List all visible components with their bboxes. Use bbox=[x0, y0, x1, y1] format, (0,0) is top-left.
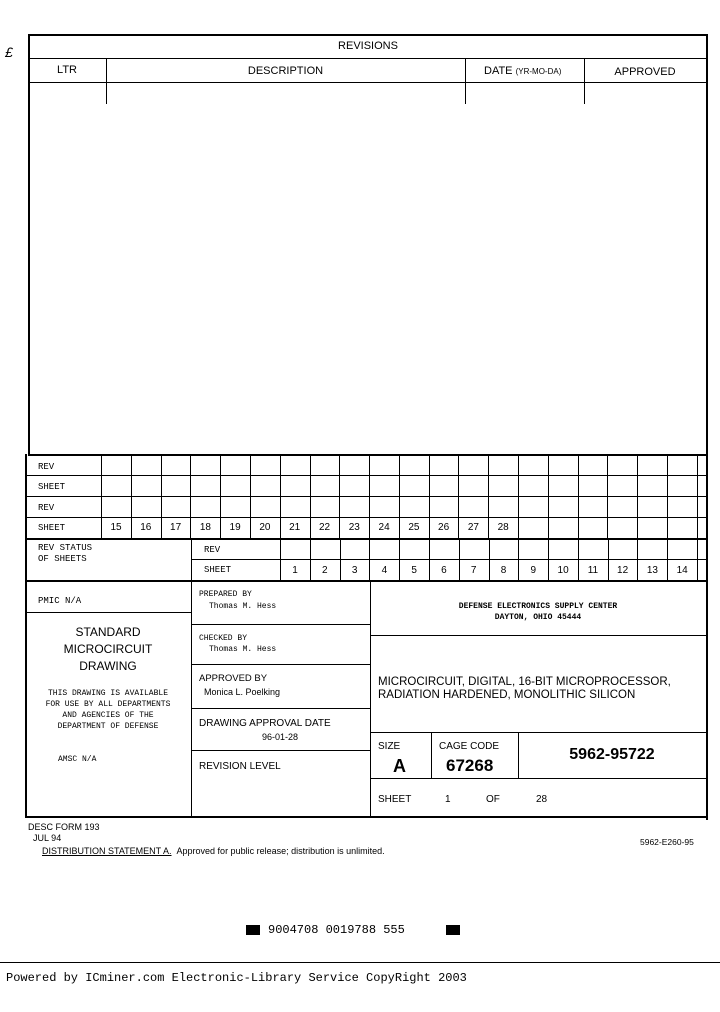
approved-name: Monica L. Poelking bbox=[204, 687, 281, 697]
lower-sheet-number: 8 bbox=[500, 565, 507, 576]
lower-sheet-number: 3 bbox=[351, 565, 358, 576]
rev-status-label: REV STATUS OF SHEETS bbox=[38, 543, 93, 564]
approved-label: APPROVED BY bbox=[199, 673, 268, 684]
revision-level-label: REVISION LEVEL bbox=[199, 761, 281, 772]
cage-label: CAGE CODE bbox=[439, 741, 500, 752]
col-date: DATE (YR-MO-DA) bbox=[484, 65, 562, 77]
pmic: PMIC N/A bbox=[38, 596, 82, 606]
lower-sheet-number: 2 bbox=[322, 565, 328, 576]
lower-sheet-number: 7 bbox=[470, 565, 477, 576]
lower-sheet-number: 14 bbox=[676, 565, 688, 576]
col-ltr: LTR bbox=[57, 64, 77, 76]
amsc: AMSC N/A bbox=[58, 755, 97, 764]
cage-value: 67268 bbox=[446, 756, 494, 775]
col-approved: APPROVED bbox=[614, 66, 676, 78]
approval-date: 96-01-28 bbox=[262, 732, 299, 742]
upper-sheet-number: 22 bbox=[318, 522, 331, 533]
corner-mark: £ bbox=[5, 44, 13, 60]
drawing-title-line1: MICROCIRCUIT, DIGITAL, 16-BIT MICROPROCESSOR, bbox=[378, 676, 671, 688]
upper-sheet-number: 19 bbox=[229, 522, 241, 533]
barcode-text: 9004708 0019788 555 bbox=[268, 923, 405, 937]
col-description: DESCRIPTION bbox=[247, 65, 324, 77]
sheet-label-3: SHEET bbox=[204, 565, 232, 575]
prepared-label: PREPARED BY bbox=[199, 590, 252, 599]
approval-date-label: DRAWING APPROVAL DATE bbox=[199, 718, 331, 729]
lower-sheet-number: 10 bbox=[557, 565, 569, 576]
upper-sheet-number: 25 bbox=[408, 522, 420, 533]
lower-sheet-number: 6 bbox=[441, 565, 447, 576]
upper-sheet-number: 15 bbox=[110, 522, 122, 533]
upper-sheet-number: 20 bbox=[259, 522, 271, 533]
upper-sheet-number: 21 bbox=[289, 522, 301, 533]
of-value: 28 bbox=[536, 794, 548, 805]
drawing-number: 5962-95722 bbox=[569, 746, 655, 763]
of-label: OF bbox=[486, 794, 500, 805]
barcode-block-right bbox=[446, 925, 460, 935]
standard-microcircuit-drawing: STANDARD MICROCIRCUIT DRAWING bbox=[63, 625, 153, 673]
lower-sheet-number: 5 bbox=[411, 565, 417, 576]
lower-sheet-number: 4 bbox=[381, 565, 388, 576]
distribution-statement: DISTRIBUTION STATEMENT A. Approved for public release; distribution is unlimited. bbox=[42, 846, 385, 856]
sheet-label: SHEET bbox=[378, 794, 412, 805]
rev-label-3: REV bbox=[204, 545, 221, 555]
upper-sheet-number: 16 bbox=[140, 522, 152, 533]
upper-sheet-number: 24 bbox=[378, 522, 390, 533]
sheet-label-1: SHEET bbox=[38, 482, 66, 492]
upper-sheet-number: 28 bbox=[497, 522, 509, 533]
prepared-name: Thomas M. Hess bbox=[209, 602, 277, 611]
rev-label-1: REV bbox=[38, 462, 55, 472]
agency-address: DAYTON, OHIO 45444 bbox=[494, 613, 582, 622]
doc-code: 5962-E260-95 bbox=[640, 837, 694, 847]
sheet-value: 1 bbox=[445, 794, 451, 805]
lower-sheet-number: 9 bbox=[530, 565, 537, 576]
availability-note: THIS DRAWING IS AVAILABLE FOR USE BY ALL DEPARTMENTS AND AGENCIES OF THE DEPARTMENT OF DEFENSE bbox=[45, 689, 171, 731]
checked-name: Thomas M. Hess bbox=[209, 645, 277, 654]
drawing-title-line2: RADIATION HARDENED, MONOLITHIC SILICON bbox=[378, 689, 636, 701]
revisions-title: REVISIONS bbox=[338, 40, 398, 52]
size-value: A bbox=[393, 756, 406, 776]
lower-sheet-number: 12 bbox=[617, 565, 629, 576]
sheet-label-2: SHEET bbox=[38, 523, 66, 533]
rev-label-2: REV bbox=[38, 503, 55, 513]
desc-form: DESC FORM 193 JUL 94 bbox=[28, 822, 100, 843]
upper-sheet-number: 23 bbox=[348, 522, 360, 533]
checked-label: CHECKED BY bbox=[199, 634, 248, 643]
barcode-block-left bbox=[246, 925, 260, 935]
lower-sheet-number: 1 bbox=[292, 565, 298, 576]
agency-name: DEFENSE ELECTRONICS SUPPLY CENTER bbox=[458, 602, 618, 611]
upper-sheet-number: 18 bbox=[199, 522, 211, 533]
lower-sheet-number: 11 bbox=[587, 565, 599, 576]
lower-sheet-number: 13 bbox=[646, 565, 658, 576]
upper-sheet-number: 17 bbox=[170, 522, 182, 533]
upper-sheet-number: 26 bbox=[438, 522, 450, 533]
size-label: SIZE bbox=[378, 741, 401, 752]
powered-by: Powered by ICminer.com Electronic-Library Service CopyRight 2003 bbox=[6, 971, 467, 985]
upper-sheet-number: 27 bbox=[467, 522, 479, 533]
